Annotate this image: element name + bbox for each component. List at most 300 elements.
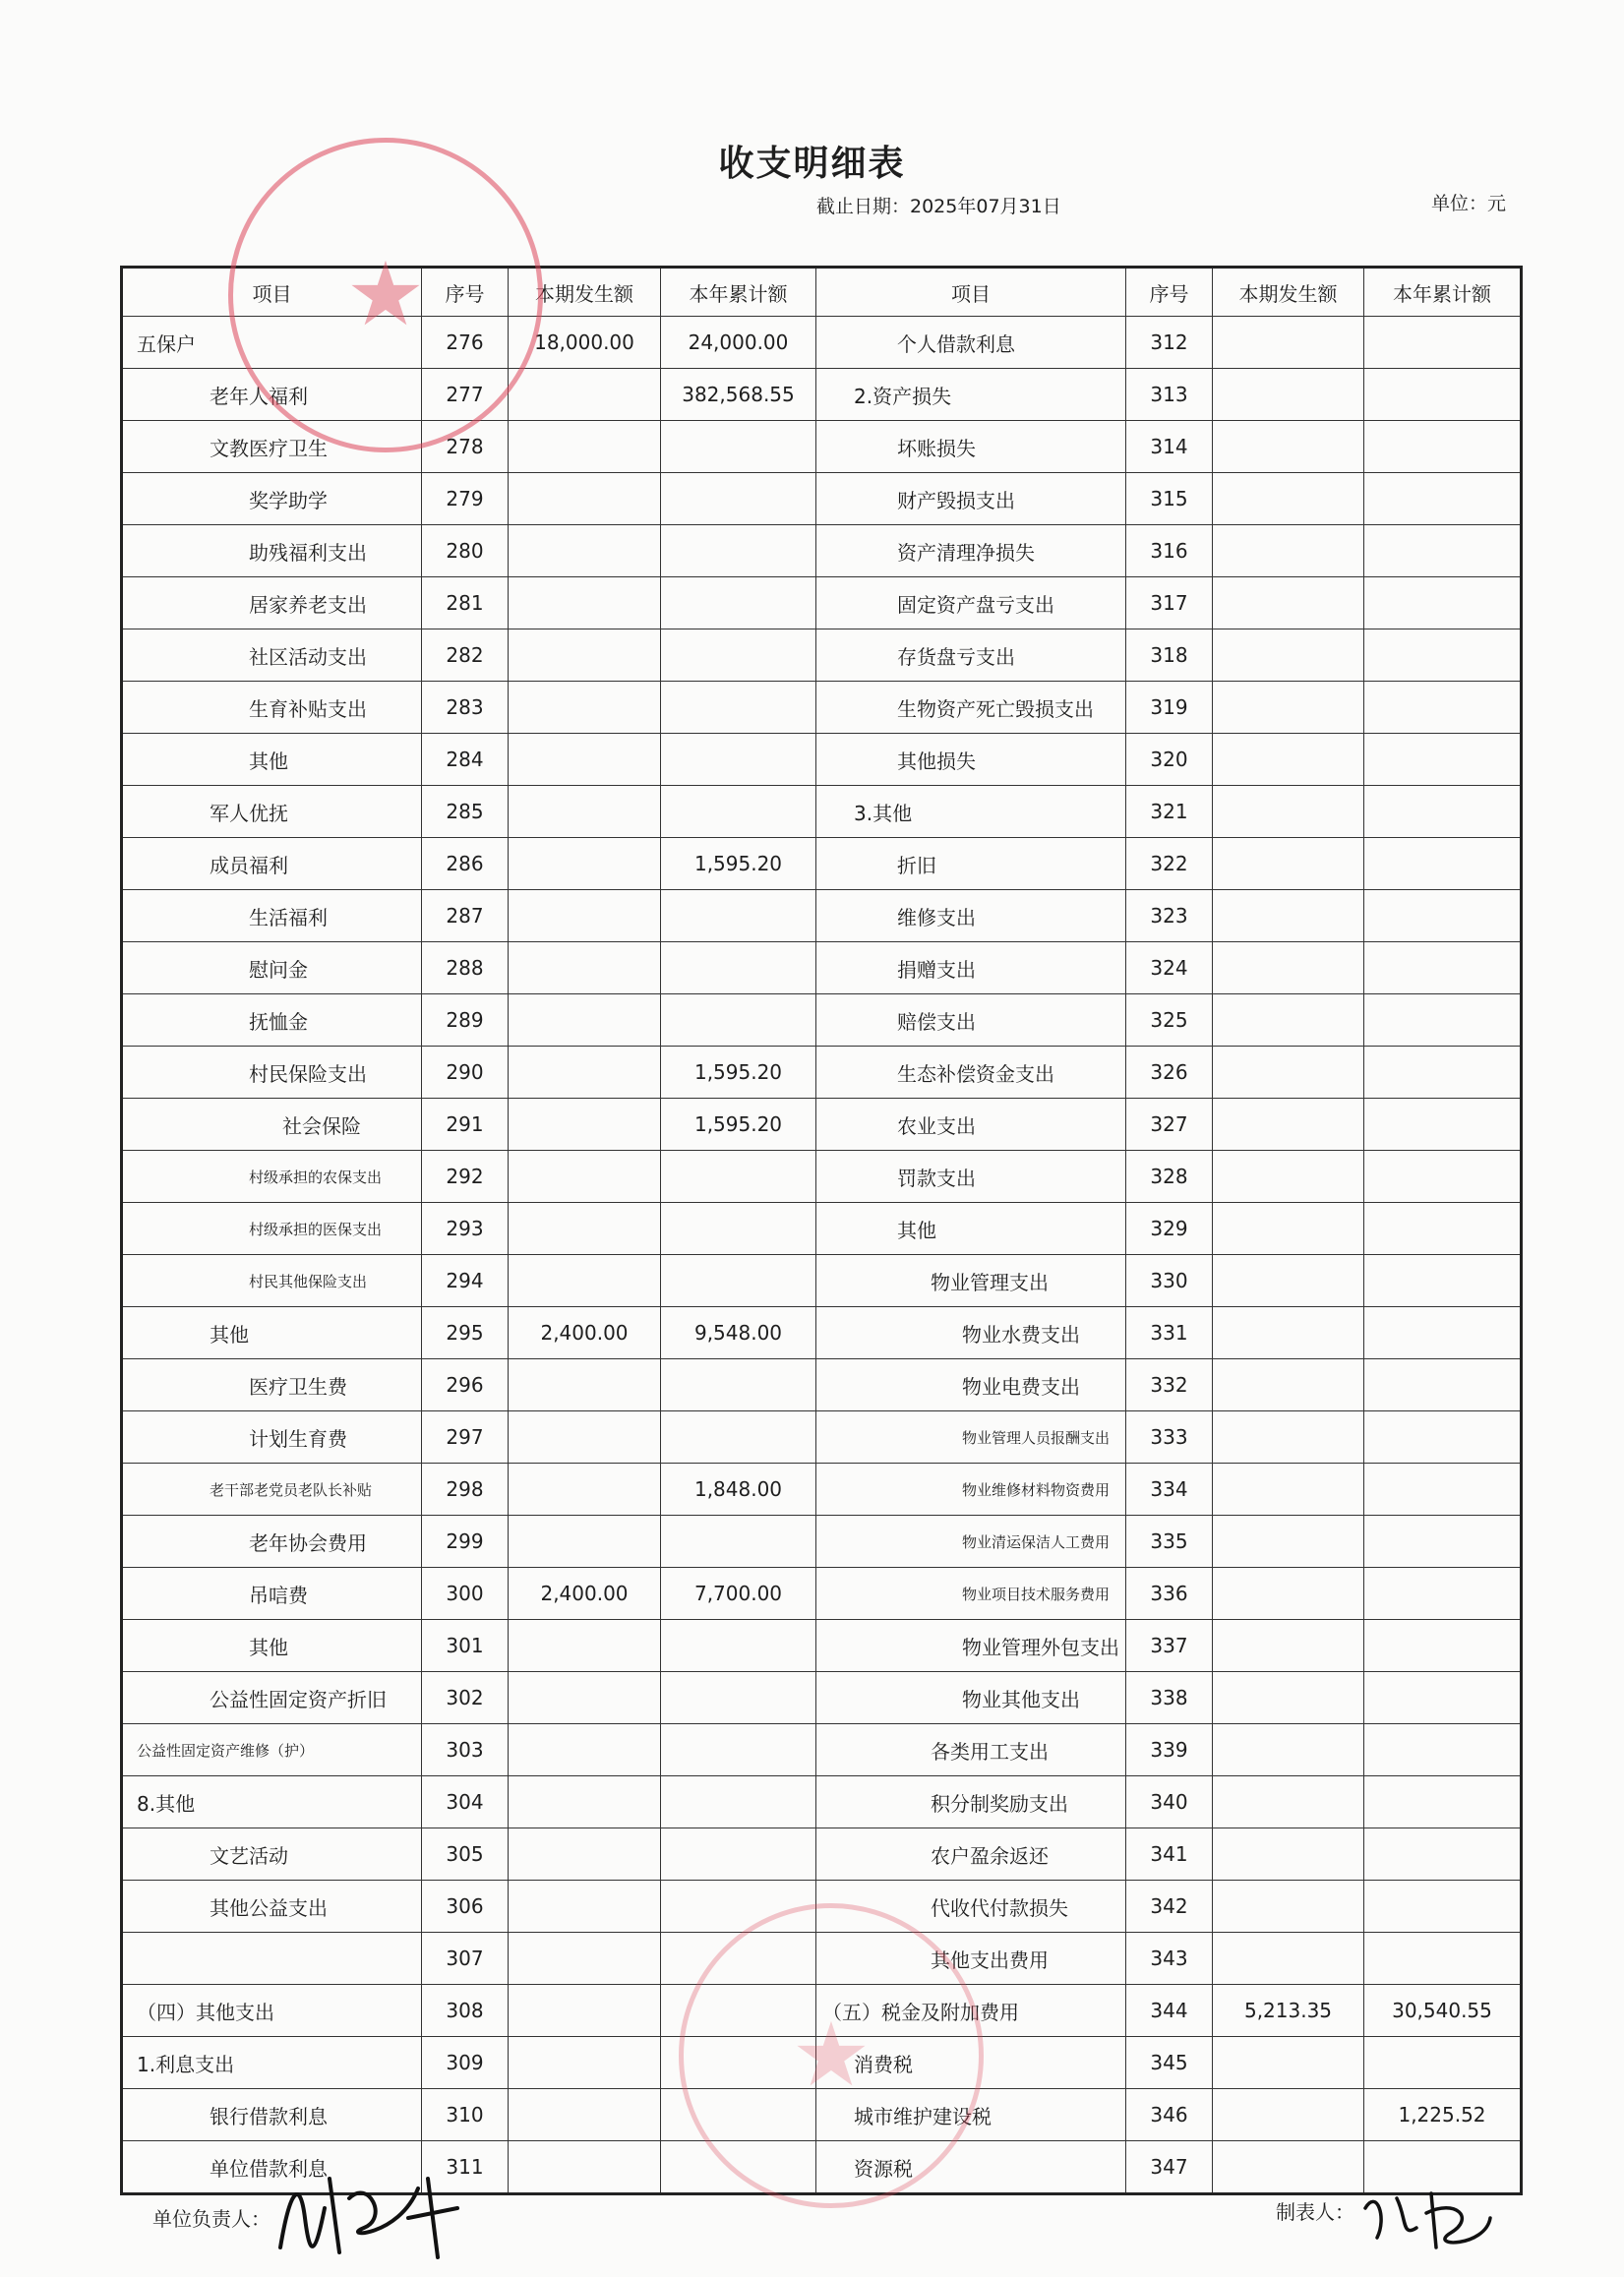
row-ytd-amount-right: 30,540.55 [1364,1985,1522,2037]
row-ytd-amount-left [661,1724,816,1776]
row-ytd-amount-right [1364,1828,1522,1881]
row-ytd-amount-left [661,421,816,473]
unit-head-label: 单位负责人： [152,2207,271,2231]
row-item-right: 其他损失 [816,734,1126,786]
row-seq-right: 324 [1126,942,1213,994]
row-ytd-amount-left: 1,595.20 [661,1047,816,1099]
row-seq-right: 319 [1126,682,1213,734]
row-current-amount-right [1213,1568,1364,1620]
ledger-table [120,266,1523,2195]
table-row [122,1672,1522,1724]
table-row [122,994,1522,1047]
row-ytd-amount-right [1364,629,1522,682]
row-ytd-amount-right [1364,1047,1522,1099]
row-item-left: 生育补贴支出 [122,682,422,734]
row-seq-left: 276 [422,317,509,369]
row-ytd-amount-right [1364,1516,1522,1568]
row-current-amount-left [509,1933,661,1985]
row-item-left: 生活福利 [122,890,422,942]
row-seq-left: 306 [422,1881,509,1933]
row-ytd-amount-right [1364,473,1522,525]
row-ytd-amount-right [1364,1151,1522,1203]
table-row [122,1151,1522,1203]
row-current-amount-right [1213,1151,1364,1203]
row-current-amount-right [1213,838,1364,890]
row-seq-left: 279 [422,473,509,525]
row-ytd-amount-right [1364,1776,1522,1828]
row-item-left: 村级承担的农保支出 [122,1151,422,1203]
row-ytd-amount-right [1364,1099,1522,1151]
row-ytd-amount-right [1364,1464,1522,1516]
row-item-left: 村民保险支出 [122,1047,422,1099]
row-seq-right: 331 [1126,1307,1213,1359]
row-seq-right: 334 [1126,1464,1213,1516]
row-ytd-amount-left [661,890,816,942]
row-seq-left: 302 [422,1672,509,1724]
row-item-left: 计划生育费 [122,1411,422,1464]
row-current-amount-left: 18,000.00 [509,317,661,369]
row-seq-right: 338 [1126,1672,1213,1724]
row-item-right: 生态补偿资金支出 [816,1047,1126,1099]
row-item-right: 存货盘亏支出 [816,629,1126,682]
row-item-left: 医疗卫生费 [122,1359,422,1411]
row-seq-left: 309 [422,2037,509,2089]
row-seq-left: 298 [422,1464,509,1516]
row-ytd-amount-left [661,473,816,525]
row-ytd-amount-left [661,1933,816,1985]
row-seq-right: 336 [1126,1568,1213,1620]
row-item-right: 生物资产死亡毁损支出 [816,682,1126,734]
preparer-label: 制表人： [1276,2200,1354,2224]
row-current-amount-left: 2,400.00 [509,1568,661,1620]
row-ytd-amount-left: 7,700.00 [661,1568,816,1620]
row-item-right: 财产毁损支出 [816,473,1126,525]
row-seq-right: 337 [1126,1620,1213,1672]
cutoff-date: 截止日期：2025年07月31日 [816,196,1061,217]
row-current-amount-right [1213,1724,1364,1776]
row-current-amount-right [1213,369,1364,421]
row-current-amount-left [509,421,661,473]
row-item-right: 农业支出 [816,1099,1126,1151]
row-current-amount-left [509,629,661,682]
row-current-amount-right [1213,1099,1364,1151]
row-seq-left: 299 [422,1516,509,1568]
row-ytd-amount-right [1364,1307,1522,1359]
table-row [122,473,1522,525]
row-seq-left: 301 [422,1620,509,1672]
table-row [122,1203,1522,1255]
row-item-right: 罚款支出 [816,1151,1126,1203]
row-item-left: 公益性固定资产折旧 [122,1672,422,1724]
row-ytd-amount-right [1364,734,1522,786]
row-seq-right: 318 [1126,629,1213,682]
row-item-right: 物业清运保洁人工费用 [816,1516,1126,1568]
row-item-right: 2.资产损失 [816,369,1126,421]
row-item-right: 物业管理外包支出 [816,1620,1126,1672]
row-item-left: 文教医疗卫生 [122,421,422,473]
row-ytd-amount-left [661,1828,816,1881]
row-seq-left: 288 [422,942,509,994]
row-ytd-amount-right [1364,421,1522,473]
table-row [122,786,1522,838]
row-ytd-amount-right [1364,786,1522,838]
row-ytd-amount-right [1364,525,1522,577]
row-ytd-amount-left [661,2037,816,2089]
row-seq-right: 330 [1126,1255,1213,1307]
row-item-left: 其他 [122,734,422,786]
row-item-left: 其他 [122,1620,422,1672]
table-row [122,838,1522,890]
table-row [122,629,1522,682]
row-ytd-amount-left: 382,568.55 [661,369,816,421]
row-current-amount-right [1213,2141,1364,2194]
row-item-right: 物业电费支出 [816,1359,1126,1411]
row-item-left: 成员福利 [122,838,422,890]
row-item-right: 资源税 [816,2141,1126,2194]
row-current-amount-right [1213,1411,1364,1464]
table-row [122,1047,1522,1099]
row-current-amount-right [1213,1255,1364,1307]
table-row [122,1933,1522,1985]
row-item-left: 慰问金 [122,942,422,994]
table-row [122,2037,1522,2089]
row-seq-right: 344 [1126,1985,1213,2037]
row-item-right: 各类用工支出 [816,1724,1126,1776]
row-current-amount-left [509,734,661,786]
table-row [122,525,1522,577]
row-ytd-amount-left [661,1881,816,1933]
row-seq-left: 290 [422,1047,509,1099]
row-seq-right: 323 [1126,890,1213,942]
row-item-right: 城市维护建设税 [816,2089,1126,2141]
row-item-right: 农户盈余返还 [816,1828,1126,1881]
row-ytd-amount-left: 9,548.00 [661,1307,816,1359]
row-item-right: 个人借款利息 [816,317,1126,369]
row-ytd-amount-right [1364,1568,1522,1620]
table-row [122,1307,1522,1359]
row-item-left: 老年协会费用 [122,1516,422,1568]
row-current-amount-left [509,890,661,942]
row-current-amount-left [509,1881,661,1933]
row-current-amount-right [1213,525,1364,577]
row-item-right: 物业水费支出 [816,1307,1126,1359]
row-ytd-amount-right [1364,1620,1522,1672]
row-current-amount-left [509,473,661,525]
table-row [122,317,1522,369]
row-current-amount-right: 5,213.35 [1213,1985,1364,2037]
table-row [122,1359,1522,1411]
col-header-ytd-right: 本年累计额 [1364,268,1522,317]
row-seq-left: 293 [422,1203,509,1255]
row-item-left: 军人优抚 [122,786,422,838]
row-current-amount-left [509,1776,661,1828]
row-seq-left: 277 [422,369,509,421]
row-current-amount-right [1213,2089,1364,2141]
row-ytd-amount-right [1364,994,1522,1047]
row-seq-right: 341 [1126,1828,1213,1881]
row-current-amount-left [509,1516,661,1568]
row-ytd-amount-right [1364,1881,1522,1933]
table-row [122,890,1522,942]
row-seq-left: 286 [422,838,509,890]
row-current-amount-right [1213,1203,1364,1255]
col-header-ytd-left: 本年累计额 [661,268,816,317]
row-current-amount-right [1213,421,1364,473]
row-seq-left: 300 [422,1568,509,1620]
row-current-amount-right [1213,1776,1364,1828]
row-seq-right: 327 [1126,1099,1213,1151]
table-row [122,682,1522,734]
table-row [122,577,1522,629]
row-current-amount-left [509,786,661,838]
row-seq-left: 307 [422,1933,509,1985]
row-seq-right: 345 [1126,2037,1213,2089]
row-seq-left: 310 [422,2089,509,2141]
row-seq-right: 320 [1126,734,1213,786]
row-item-left: 居家养老支出 [122,577,422,629]
row-seq-left: 308 [422,1985,509,2037]
row-item-right: 物业管理支出 [816,1255,1126,1307]
row-ytd-amount-right [1364,1672,1522,1724]
row-current-amount-left [509,1828,661,1881]
page-title: 收支明细表 [718,144,906,184]
row-current-amount-right [1213,2037,1364,2089]
row-current-amount-right [1213,1828,1364,1881]
row-seq-right: 347 [1126,2141,1213,2194]
table-row [122,734,1522,786]
row-current-amount-left [509,1724,661,1776]
row-ytd-amount-left [661,2089,816,2141]
row-ytd-amount-left [661,942,816,994]
row-current-amount-right [1213,942,1364,994]
currency-unit: 单位：元 [1431,193,1507,214]
row-ytd-amount-left [661,734,816,786]
table-row [122,1099,1522,1151]
row-seq-left: 289 [422,994,509,1047]
row-ytd-amount-right [1364,2141,1522,2194]
row-seq-left: 303 [422,1724,509,1776]
row-seq-left: 311 [422,2141,509,2194]
row-current-amount-right [1213,1307,1364,1359]
row-seq-right: 335 [1126,1516,1213,1568]
row-seq-right: 343 [1126,1933,1213,1985]
table-row [122,1620,1522,1672]
row-seq-right: 315 [1126,473,1213,525]
col-header-current-right: 本期发生额 [1213,268,1364,317]
row-current-amount-right [1213,1881,1364,1933]
row-item-right: 坏账损失 [816,421,1126,473]
row-seq-right: 326 [1126,1047,1213,1099]
seal-star-icon: ★ [345,243,426,346]
row-ytd-amount-left [661,682,816,734]
row-item-right: 物业项目技术服务费用 [816,1568,1126,1620]
row-ytd-amount-left [661,1411,816,1464]
row-item-right: 物业管理人员报酬支出 [816,1411,1126,1464]
row-current-amount-right [1213,1672,1364,1724]
row-current-amount-right [1213,734,1364,786]
row-seq-left: 284 [422,734,509,786]
row-item-left: （四）其他支出 [122,1985,422,2037]
row-ytd-amount-right [1364,890,1522,942]
row-ytd-amount-left [661,1516,816,1568]
row-ytd-amount-right [1364,2037,1522,2089]
row-item-left: 其他公益支出 [122,1881,422,1933]
row-item-left: 村级承担的医保支出 [122,1203,422,1255]
row-seq-right: 312 [1126,317,1213,369]
col-header-no-left: 序号 [422,268,509,317]
row-current-amount-left [509,525,661,577]
row-item-right: 赔偿支出 [816,994,1126,1047]
row-current-amount-left [509,1255,661,1307]
row-current-amount-right [1213,1464,1364,1516]
row-ytd-amount-left [661,629,816,682]
row-current-amount-right [1213,682,1364,734]
row-ytd-amount-left [661,2141,816,2194]
row-current-amount-left [509,2141,661,2194]
row-item-left: 吊唁费 [122,1568,422,1620]
row-item-left: 8.其他 [122,1776,422,1828]
table-row [122,1464,1522,1516]
row-ytd-amount-left [661,577,816,629]
row-ytd-amount-left [661,1359,816,1411]
row-item-right: 其他支出费用 [816,1933,1126,1985]
row-ytd-amount-left [661,1203,816,1255]
row-current-amount-right [1213,629,1364,682]
row-item-left: 公益性固定资产维修（护） [122,1724,422,1776]
row-current-amount-left [509,1620,661,1672]
row-seq-left: 296 [422,1359,509,1411]
row-seq-right: 321 [1126,786,1213,838]
row-ytd-amount-left: 1,848.00 [661,1464,816,1516]
row-current-amount-right [1213,1516,1364,1568]
row-current-amount-left [509,1099,661,1151]
row-current-amount-left [509,994,661,1047]
row-current-amount-left [509,1411,661,1464]
row-seq-left: 297 [422,1411,509,1464]
table-row [122,2141,1522,2194]
row-seq-left: 282 [422,629,509,682]
table-row [122,2089,1522,2141]
row-seq-right: 342 [1126,1881,1213,1933]
row-seq-left: 280 [422,525,509,577]
row-current-amount-right [1213,1047,1364,1099]
row-ytd-amount-right [1364,1411,1522,1464]
row-item-left: 老年人福利 [122,369,422,421]
row-ytd-amount-left [661,1151,816,1203]
row-seq-right: 313 [1126,369,1213,421]
seal-star-icon: ★ [791,2004,872,2107]
row-ytd-amount-right: 1,225.52 [1364,2089,1522,2141]
row-item-left: 1.利息支出 [122,2037,422,2089]
row-current-amount-left [509,1359,661,1411]
row-current-amount-right [1213,1359,1364,1411]
row-item-left: 社会保险 [122,1099,422,1151]
row-item-right: 资产清理净损失 [816,525,1126,577]
table-row [122,1881,1522,1933]
row-item-left: 文艺活动 [122,1828,422,1881]
row-seq-left: 295 [422,1307,509,1359]
row-ytd-amount-left: 1,595.20 [661,838,816,890]
header-row [122,268,1522,317]
row-item-right: 维修支出 [816,890,1126,942]
row-current-amount-left [509,1151,661,1203]
row-ytd-amount-right [1364,1359,1522,1411]
row-seq-right: 339 [1126,1724,1213,1776]
row-ytd-amount-right [1364,369,1522,421]
row-item-right: 代收代付款损失 [816,1881,1126,1933]
table-row [122,1828,1522,1881]
row-item-left: 老干部老党员老队长补贴 [122,1464,422,1516]
row-seq-left: 305 [422,1828,509,1881]
row-item-left: 村民其他保险支出 [122,1255,422,1307]
row-seq-right: 317 [1126,577,1213,629]
row-current-amount-right [1213,1933,1364,1985]
row-ytd-amount-right [1364,1724,1522,1776]
row-ytd-amount-left [661,1985,816,2037]
row-seq-left: 285 [422,786,509,838]
row-ytd-amount-right [1364,1255,1522,1307]
row-item-right: 折旧 [816,838,1126,890]
row-seq-left: 292 [422,1151,509,1203]
row-ytd-amount-left [661,1255,816,1307]
row-seq-left: 278 [422,421,509,473]
row-item-left: 银行借款利息 [122,2089,422,2141]
row-seq-left: 291 [422,1099,509,1151]
row-current-amount-left [509,577,661,629]
row-item-left [122,1933,422,1985]
row-current-amount-right [1213,473,1364,525]
row-item-right: 物业维修材料物资费用 [816,1464,1126,1516]
row-current-amount-right [1213,994,1364,1047]
table-row [122,1411,1522,1464]
row-current-amount-left [509,1047,661,1099]
row-current-amount-left [509,1985,661,2037]
table-row [122,1255,1522,1307]
row-seq-right: 314 [1126,421,1213,473]
row-current-amount-left [509,1203,661,1255]
row-ytd-amount-right [1364,838,1522,890]
row-ytd-amount-left: 24,000.00 [661,317,816,369]
row-seq-right: 329 [1126,1203,1213,1255]
row-current-amount-left [509,1464,661,1516]
col-header-current-left: 本期发生额 [509,268,661,317]
row-seq-right: 328 [1126,1151,1213,1203]
row-current-amount-right [1213,577,1364,629]
row-seq-left: 283 [422,682,509,734]
row-ytd-amount-left [661,1776,816,1828]
row-seq-right: 316 [1126,525,1213,577]
row-ytd-amount-left: 1,595.20 [661,1099,816,1151]
table-row [122,1568,1522,1620]
row-seq-right: 322 [1126,838,1213,890]
row-item-right: 消费税 [816,2037,1126,2089]
row-item-right: 其他 [816,1203,1126,1255]
table-row [122,421,1522,473]
row-item-left: 单位借款利息 [122,2141,422,2194]
col-header-item-right: 项目 [816,268,1126,317]
table-row [122,942,1522,994]
row-ytd-amount-right [1364,942,1522,994]
row-current-amount-left [509,2089,661,2141]
row-ytd-amount-left [661,1620,816,1672]
row-seq-right: 325 [1126,994,1213,1047]
row-item-left: 助残福利支出 [122,525,422,577]
row-item-left: 五保户 [122,317,422,369]
row-item-right: 积分制奖励支出 [816,1776,1126,1828]
row-current-amount-left [509,2037,661,2089]
row-seq-left: 304 [422,1776,509,1828]
row-item-right: 固定资产盘亏支出 [816,577,1126,629]
